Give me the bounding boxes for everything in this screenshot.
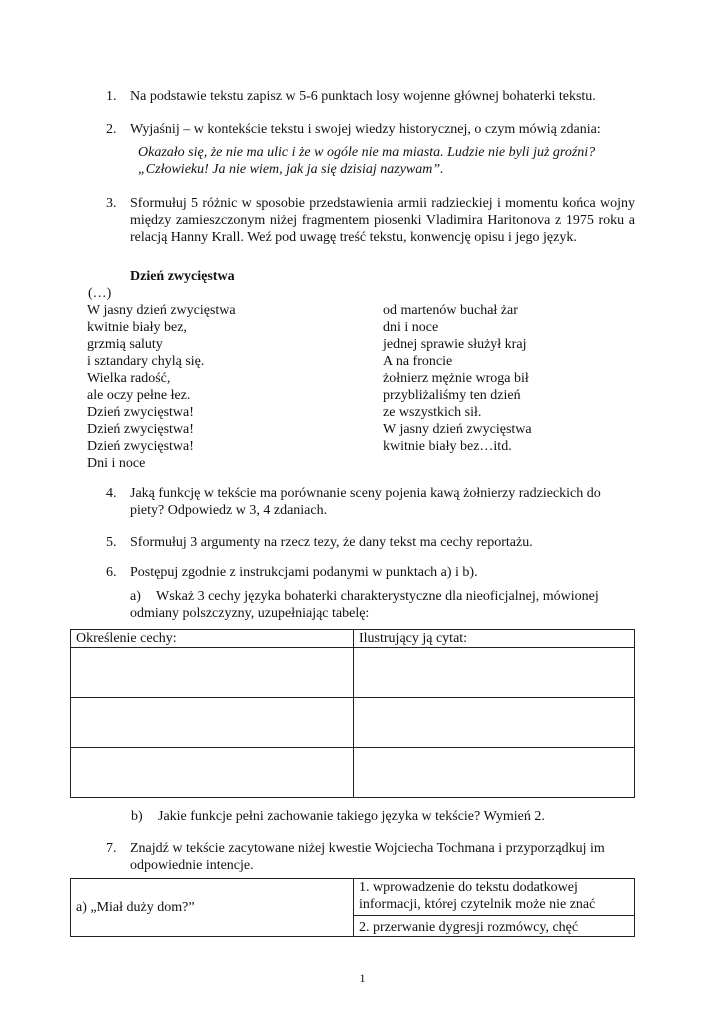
question-2-number: 2. [106, 122, 117, 137]
poem-right-line: od martenów buchał żar [383, 303, 518, 318]
question-6-number: 6. [106, 565, 117, 580]
question-5-number: 5. [106, 535, 117, 550]
features-table [70, 629, 635, 798]
question-7-text: Znajdź w tekście zacytowane niżej kwestie Wojciecha Tochmana i przyporządkuj im odpowiednie intencje. [130, 841, 605, 873]
poem-left-line: Dzień zwycięstwa! [87, 405, 194, 420]
poem-right-column [383, 302, 663, 455]
poem-right-line: dni i noce [383, 320, 439, 335]
question-7-number: 7. [106, 841, 117, 856]
question-6a-label: a) [130, 589, 141, 604]
table-cell-quote-3[interactable] [354, 748, 635, 798]
question-2-quote-line-2: „Człowieku! Ja nie wiem, jak ja się dzisiaj nazywam”. [138, 162, 444, 177]
table-cell-feature-3[interactable] [71, 748, 354, 798]
table-header-quote: Ilustrujący ją cytat: [354, 630, 635, 648]
poem-left-line: Wielka radość, [87, 371, 171, 386]
poem-left-line: ale oczy pełne łez. [87, 388, 191, 403]
question-6b-text: Jakie funkcje pełni zachowanie takiego języka w tekście? Wymień 2. [158, 809, 545, 824]
table-cell-quote-2[interactable] [354, 698, 635, 748]
question-3-number: 3. [106, 196, 117, 211]
question-2-quote-line-1: Okazało się, że nie ma ulic i że w ogóle nie ma miasta. Ludzie nie byli już groźni? [138, 145, 596, 160]
poem-left-line: W jasny dzień zwycięstwa [87, 303, 236, 318]
poem-right-line: przybliżaliśmy ten dzień [383, 388, 521, 403]
question-3-text: Sformułuj 5 różnic w sposobie przedstawienia armii radzieckiej i momentu końca wojny między zamieszczonym niżej fragmentem piosenki Vladimira Haritonova z 1975 roku a relacją Hanny Krall. Weź pod uwagę treść tekstu, konwencję opisu i jego język. [130, 196, 635, 245]
poem-right-line: kwitnie biały bez…itd. [383, 439, 512, 454]
question-6b-label: b) [131, 809, 143, 824]
poem-right-line: ze wszystkich sił. [383, 405, 482, 420]
poem-left-line: grzmią saluty [87, 337, 163, 352]
poem-left-line: i sztandary chylą się. [87, 354, 205, 369]
question-1-number: 1. [106, 89, 117, 104]
question-4-number: 4. [106, 486, 117, 501]
question-6-text: Postępuj zgodnie z instrukcjami podanymi w punktach a) i b). [130, 565, 478, 580]
table-header-feature: Określenie cechy: [71, 630, 354, 648]
question-1-text: Na podstawie tekstu zapisz w 5-6 punktach losy wojenne głównej bohaterki tekstu. [130, 89, 596, 104]
table-cell-intent-2: 2. przerwanie dygresji rozmówcy, chęć [354, 916, 635, 937]
question-4-text: Jaką funkcję w tekście ma porównanie sceny pojenia kawą żołnierzy radzieckich do piety? Odpowiedz w 3, 4 zdaniach. [130, 486, 601, 518]
table-cell-quote-a: a) „Miał duży dom?” [71, 879, 354, 937]
question-2-text: Wyjaśnij – w kontekście tekstu i swojej wiedzy historycznej, o czym mówią zdania: [130, 122, 601, 137]
poem-title: Dzień zwycięstwa [130, 269, 235, 284]
intentions-table [70, 878, 635, 937]
poem-right-line: jednej sprawie służył kraj [383, 337, 527, 352]
table-cell-feature-2[interactable] [71, 698, 354, 748]
poem-ellipsis: (…) [88, 286, 112, 301]
table-cell-feature-1[interactable] [71, 648, 354, 698]
poem-right-line: W jasny dzień zwycięstwa [383, 422, 532, 437]
question-6a-text: Wskaż 3 cechy języka bohaterki charakterystyczne dla nieoficjalnej, mówionej odmiany polszczyzny, uzupełniając tabelę: [130, 589, 599, 621]
poem-left-line: Dni i noce [87, 456, 146, 471]
poem-right-line: A na froncie [383, 354, 453, 369]
poem-left-line: Dzień zwycięstwa! [87, 422, 194, 437]
poem-right-line: żołnierz mężnie wroga bił [383, 371, 529, 386]
poem-left-line: kwitnie biały bez, [87, 320, 187, 335]
question-5-text: Sformułuj 3 argumenty na rzecz tezy, że dany tekst ma cechy reportażu. [130, 535, 533, 550]
poem-left-line: Dzień zwycięstwa! [87, 439, 194, 454]
page-number: 1 [359, 971, 366, 985]
table-cell-quote-1[interactable] [354, 648, 635, 698]
table-cell-intent-1: 1. wprowadzenie do tekstu dodatkowej informacji, której czytelnik może nie znać [354, 879, 635, 916]
poem-left-column [87, 302, 367, 472]
